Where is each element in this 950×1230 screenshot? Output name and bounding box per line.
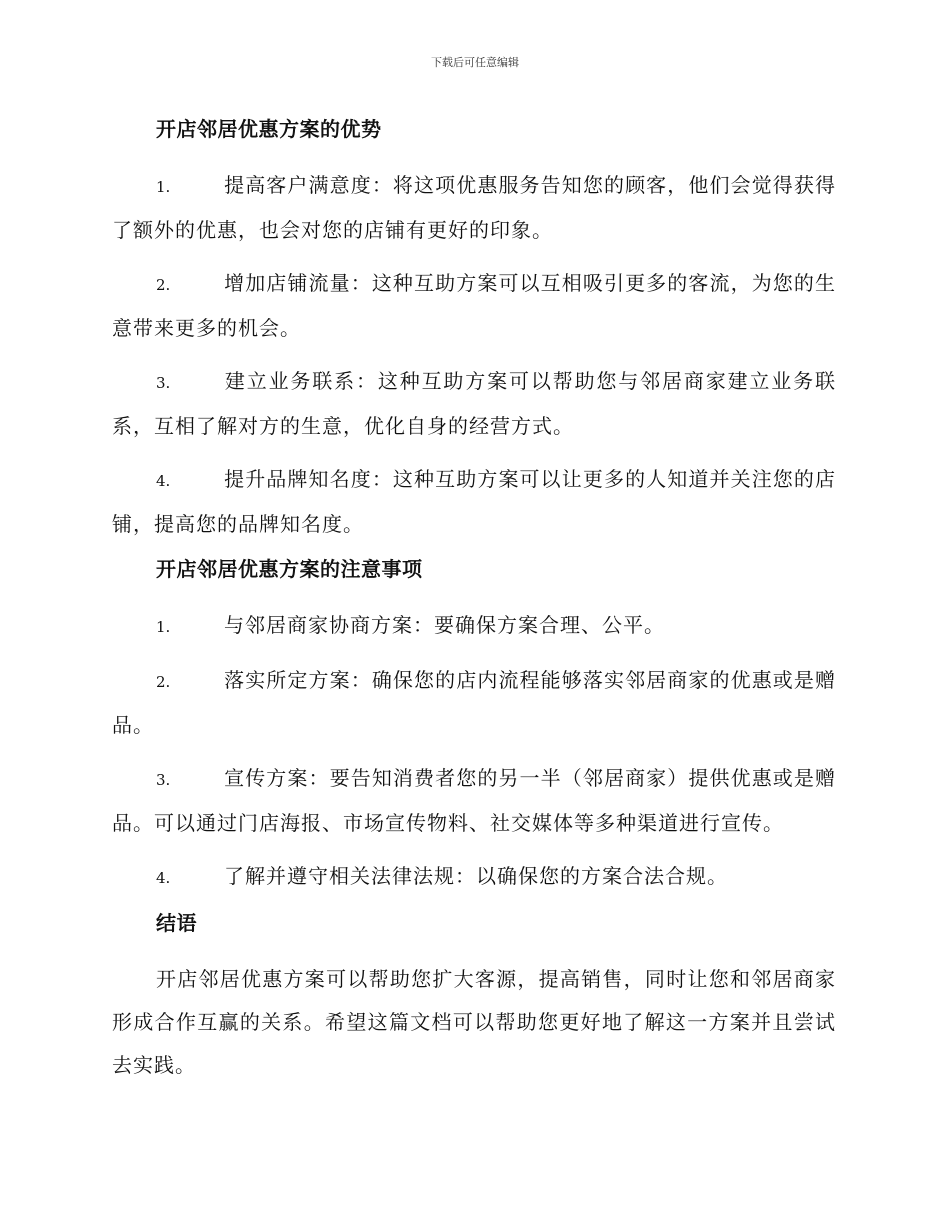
section-heading: 开店邻居优惠方案的优势 — [156, 117, 382, 141]
list-item-number: 4. — [156, 869, 171, 887]
page-header: 下载后可任意编辑 — [431, 56, 519, 69]
list-item-number: 3. — [156, 374, 171, 392]
list-item-text: 建立业务联系：这种互助方案可以帮助您与邻居商家建立业务联系，互相了解对方的生意，优化自身的经营方式。 — [112, 369, 836, 438]
list-item — [112, 458, 836, 546]
list-item-number: 3. — [156, 771, 171, 789]
section-advantages — [112, 116, 836, 546]
list-item-text: 增加店铺流量：这种互助方案可以互相吸引更多的客流，为您的生意带来更多的机会。 — [112, 271, 836, 340]
list-item-number: 1. — [156, 178, 171, 196]
section-heading: 结语 — [156, 911, 197, 935]
list-item-text: 落实所定方案：确保您的店内流程能够落实邻居商家的优惠或是赠品。 — [112, 668, 836, 737]
list-item — [112, 757, 836, 845]
section-notes — [112, 556, 836, 900]
document-body — [112, 110, 836, 1087]
list-item-text: 提升品牌知名度：这种互助方案可以让更多的人知道并关注您的店铺，提高您的品牌知名度。 — [112, 467, 836, 536]
list-item-text: 宣传方案：要告知消费者您的另一半（邻居商家）提供优惠或是赠品。可以通过门店海报、市场宣传物料、社交媒体等多种渠道进行宣传。 — [112, 766, 836, 835]
list-item — [112, 262, 836, 350]
list-item-number: 2. — [156, 673, 171, 691]
conclusion-paragraph: 开店邻居优惠方案可以帮助您扩大客源，提高销售，同时让您和邻居商家形成合作互赢的关系。希望这篇文档可以帮助您更好地了解这一方案并且尝试去实践。 — [112, 967, 836, 1077]
list-item — [112, 604, 836, 649]
section-heading: 开店邻居优惠方案的注意事项 — [156, 557, 423, 581]
list-item-number: 2. — [156, 276, 171, 294]
list-item-number: 1. — [156, 618, 171, 636]
section-conclusion — [112, 910, 836, 1087]
list-item — [112, 659, 836, 747]
list-item — [112, 360, 836, 448]
list-item-text: 了解并遵守相关法律法规：以确保您的方案合法合规。 — [224, 864, 728, 888]
list-item-number: 4. — [156, 472, 171, 490]
list-item-text: 与邻居商家协商方案：要确保方案合理、公平。 — [224, 613, 665, 637]
list-item-text: 提高客户满意度：将这项优惠服务告知您的顾客，他们会觉得获得了额外的优惠，也会对您的店铺有更好的印象。 — [112, 173, 836, 242]
list-item — [112, 164, 836, 252]
list-item — [112, 855, 836, 900]
